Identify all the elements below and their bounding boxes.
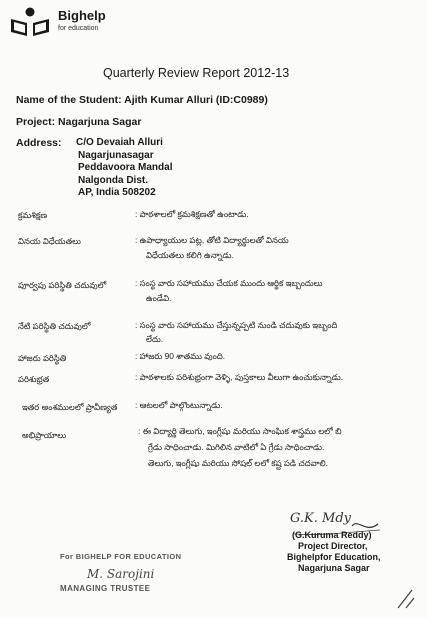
row-attendance-value: : హాజరు 90 శాతము వుంది.: [135, 351, 226, 361]
report-title: Quarterly Review Report 2012-13: [103, 66, 290, 80]
row-previous-value-2: ఉండేవి.: [146, 293, 172, 303]
row-attendance-label: హాజరు పరిస్థితి: [18, 353, 67, 363]
trustee-signature: M. Sarojini: [87, 567, 155, 581]
director-org: Bighelpfor Education,: [287, 552, 381, 562]
row-present-label: నేటి పరిస్థితి చదువులో: [18, 321, 91, 331]
row-opinions-value-1: : ఈ విద్యార్థి తెలుగు, ఇంగ్లీషు మరియు సాంఘిక శాస్త్రము లలో బి: [138, 426, 342, 436]
brand-name: Bighelp: [58, 8, 106, 23]
director-role: Project Director,: [298, 541, 368, 551]
row-opinions-value-2: గ్రేడు సాధించాడు. మిగిలిన వాటిలో ఏ గ్రేడు సాధించాడు.: [148, 442, 325, 452]
row-discipline-label: క్రమశిక్షణ: [18, 210, 48, 220]
corner-mark-icon: [394, 586, 416, 610]
row-previous-value-1: : సంస్థ వారు సహాయము చేయక ముందు ఆర్థిక ఇబ్బందులు: [135, 278, 323, 288]
address-line-2: Nagarjunasagar: [78, 149, 154, 161]
trustee-title: MANAGING TRUSTEE: [60, 584, 151, 593]
address-line-3: Peddavoora Mandal: [78, 162, 173, 173]
row-courtesy-value-1: : ఉపాధ్యాయుల పట్ల, తోటి విద్యార్థులతో వినయ: [135, 235, 289, 245]
row-opinions-value-3: తెలుగు, ఇంగ్లీషు మరియు సోషల్ లలో కష్ట పడి చదవాలి.: [148, 458, 328, 468]
director-place: Nagarjuna Sagar: [298, 563, 370, 573]
row-previous-label: పూర్వపు పరిస్థితి చదువులో: [18, 280, 107, 290]
brand-tagline: for education: [58, 25, 99, 32]
stamp-heading: For BIGHELP FOR EDUCATION: [60, 552, 182, 561]
student-line: [16, 94, 268, 106]
student-name: Ajith Kumar Alluri: [124, 94, 213, 106]
address-line-5: AP, India 508202: [78, 187, 156, 198]
bighelp-logo-icon: [7, 6, 53, 38]
row-discipline-value: : పాఠశాలలో క్రమశిక్షణతో ఉంటాడు.: [135, 209, 249, 219]
address-label: Address:: [16, 137, 62, 149]
row-other-skills-label: ఇతర అంశములలో ప్రావీణ్యత: [22, 402, 118, 412]
director-signature: G.K. Mdy: [290, 511, 352, 526]
row-present-value-2: లేదు.: [146, 334, 164, 344]
row-hygiene-value: : పాఠశాలకు పరిశుభ్రంగా వెళ్ళి, పుస్తకాలు వీలుగా ఉంచుకున్నాడు.: [135, 372, 344, 382]
project-label: Project:: [16, 116, 56, 128]
row-courtesy-label: వినయ విధేయతలు: [18, 236, 81, 246]
row-hygiene-label: పరిశుభ్రత: [18, 374, 50, 384]
row-other-skills-value: : ఆటలలో పాల్గొంటున్నాడు.: [135, 400, 223, 410]
director-name: (G.Kuruma Reddy): [292, 530, 372, 540]
row-opinions-label: అభిప్రాయాలు: [22, 430, 67, 440]
project-name: Nagarjuna Sagar: [58, 116, 142, 128]
student-label: Name of the Student:: [16, 94, 122, 106]
row-courtesy-value-2: విధేయతలు కలిగి ఉన్నాడు.: [146, 250, 234, 260]
address-line-1: C/O Devaiah Alluri: [76, 137, 163, 148]
row-present-value-1: : సంస్థ వారు సహాయము చేస్తున్నప్పటి నుండి చదువుకు ఇబ్బంది: [135, 320, 338, 330]
student-id: (ID:C0989): [215, 94, 268, 106]
project-line: [16, 116, 141, 128]
address-line-4: Nalgonda Dist.: [78, 174, 149, 186]
